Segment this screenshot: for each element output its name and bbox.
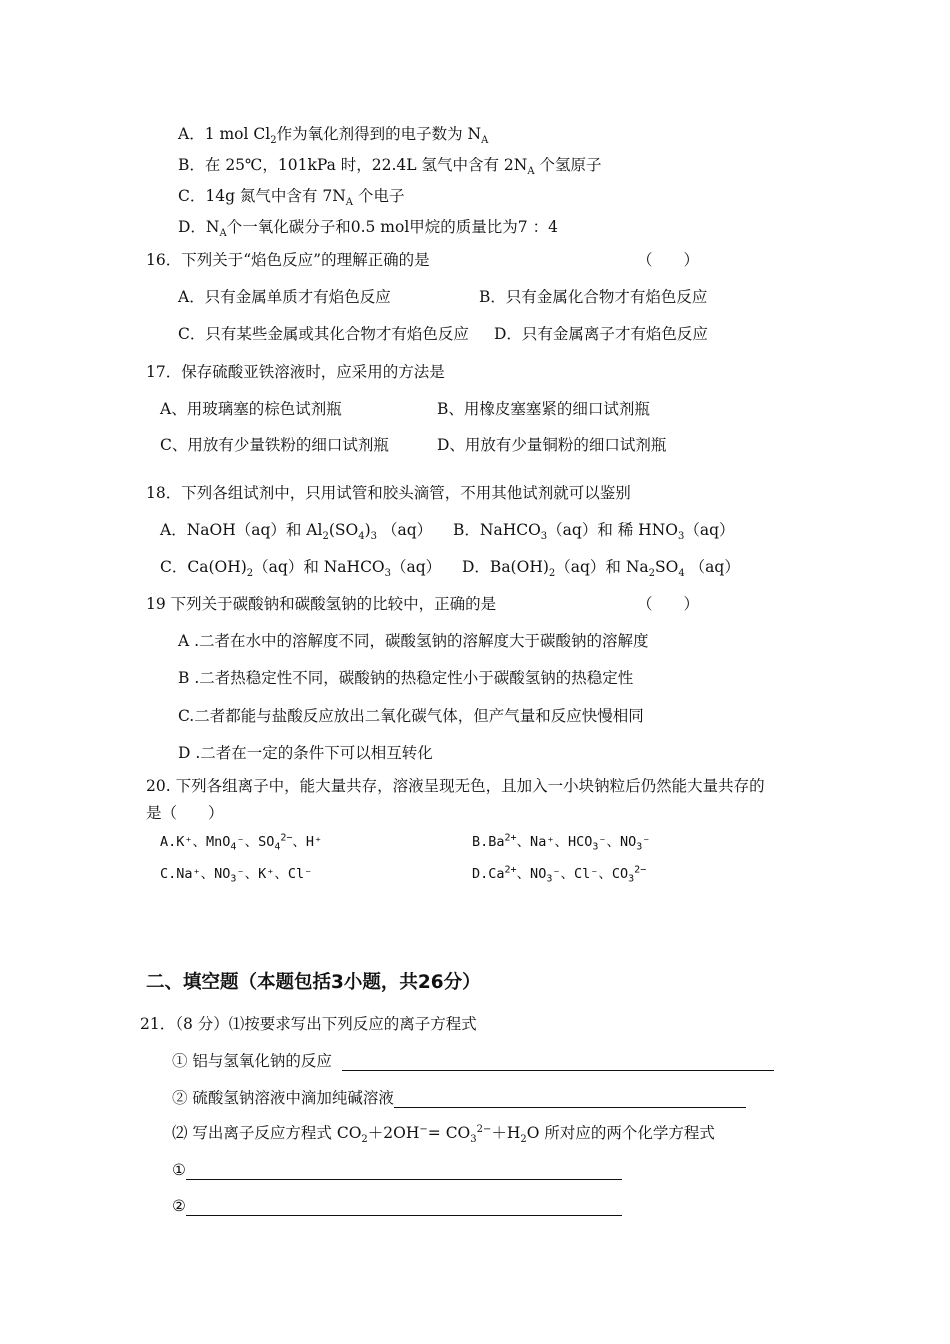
q17-option-d: D、用放有少量铜粉的细口试剂瓶 bbox=[437, 436, 667, 454]
answer-blank[interactable] bbox=[394, 1091, 746, 1108]
q19-option-b: B .二者热稳定性不同，碳酸钠的热稳定性小于碳酸氢钠的热稳定性 bbox=[178, 669, 634, 687]
q21-stem: 21．（8 分）⑴按要求写出下列反应的离子方程式 bbox=[140, 1015, 477, 1033]
q15-option-d: D．$N_A$个一氧化碳分子和0.5 mol甲烷的质量比为7 ：4 bbox=[178, 218, 558, 240]
q19-option-d: D .二者在一定的条件下可以相互转化 bbox=[178, 744, 433, 762]
q18-option-d: D．$Ba(OH)_2(aq)$和 $Na_2SO_4$ （aq） bbox=[462, 558, 740, 580]
answer-blank[interactable] bbox=[186, 1199, 622, 1216]
q17-option-c: C、用放有少量铁粉的细口试剂瓶 bbox=[160, 436, 389, 454]
q20-stem-line2: 是（ ） bbox=[146, 804, 224, 822]
q18-option-a: A．NaOH（aq）和 $Al_2(SO_4)_3$ （aq） bbox=[160, 521, 433, 543]
q17-option-b: B、用橡皮塞塞紧的细口试剂瓶 bbox=[437, 400, 650, 418]
q20-option-c: C.Na⁺、$NO_3^-$、K⁺、Cl⁻ bbox=[160, 866, 313, 885]
q18-stem: 18．下列各组试剂中，只用试管和胶头滴管，不用其他试剂就可以鉴别 bbox=[146, 484, 631, 502]
q20-option-b: $B.Ba^{2+}$、Na⁺、$HCO_3^-$、$NO_3^-$ bbox=[472, 832, 651, 853]
section-2-title: 二、填空题（本题包括3小题，共26分） bbox=[146, 972, 481, 993]
q16-stem: 16．下列关于“焰色反应”的理解正确的是 bbox=[146, 251, 430, 269]
q16-option-c: C．只有某些金属或其化合物才有焰色反应 bbox=[178, 325, 469, 343]
q16-option-b: B．只有金属化合物才有焰色反应 bbox=[479, 288, 708, 306]
q17-stem: 17．保存硫酸亚铁溶液时，应采用的方法是 bbox=[146, 363, 445, 381]
q21-item-2: ② 硫酸氢钠溶液中滴加纯碱溶液 bbox=[172, 1088, 746, 1108]
q18-option-b: B．NaHCO$_3$（aq）和 稀 $HNO_3(aq)$ bbox=[453, 521, 735, 543]
q21-equation-1: ① bbox=[172, 1160, 622, 1180]
q19-option-a: A .二者在水中的溶解度不同，碳酸氢钠的溶解度大于碳酸钠的溶解度 bbox=[178, 632, 649, 650]
q19-stem: 19 下列关于碳酸钠和碳酸氢钠的比较中，正确的是 bbox=[146, 595, 497, 613]
answer-blank[interactable] bbox=[186, 1163, 622, 1180]
q20-option-a: A.K⁺、MnO$_4$⁻、$SO_4^{2-}$、H⁺ bbox=[160, 832, 323, 853]
q16-option-d: D．只有金属离子才有焰色反应 bbox=[494, 325, 708, 343]
q15-option-b: B．在 25℃，101kPa 时，22.4L 氢气中含有 $2N_A$ 个氢原子 bbox=[178, 156, 602, 178]
q18-option-c: C．$Ca(OH)_2(aq)$和 NaHCO$_3$（aq） bbox=[160, 558, 442, 580]
q20-stem-line1: 20. 下列各组离子中，能大量共存，溶液呈现无色，且加入一小块钠粒后仍然能大量共存的 bbox=[146, 777, 765, 795]
q21-item-1: ① 铝与氢氧化钠的反应 bbox=[172, 1051, 774, 1071]
q21-equation-2: ② bbox=[172, 1196, 622, 1216]
q16-answer-paren: （ ） bbox=[637, 251, 700, 269]
q15-option-a: A．1 mol $Cl_2$作为氧化剂得到的电子数为 $N_A$ bbox=[178, 125, 489, 147]
q16-option-a: A．只有金属单质才有焰色反应 bbox=[178, 288, 391, 306]
q15-option-c: C．14g 氮气中含有 $7N_A$ 个电子 bbox=[178, 187, 405, 209]
answer-blank[interactable] bbox=[342, 1054, 774, 1071]
q17-option-a: A、用玻璃塞的棕色试剂瓶 bbox=[160, 400, 342, 418]
q19-answer-paren: （ ） bbox=[637, 595, 700, 613]
q20-option-d: $D.Ca^{2+}$、$NO_3^-$、Cl⁻、$CO_3^{2-}$ bbox=[472, 864, 647, 885]
q19-option-c: C.二者都能与盐酸反应放出二氧化碳气体，但产气量和反应快慢相同 bbox=[178, 707, 644, 725]
q21-part-2: ⑵ 写出离子反应方程式 $CO_2+2OH^-= CO_3^{2-}+H_2O$ 所对应的两个化学方程式 bbox=[172, 1123, 715, 1146]
